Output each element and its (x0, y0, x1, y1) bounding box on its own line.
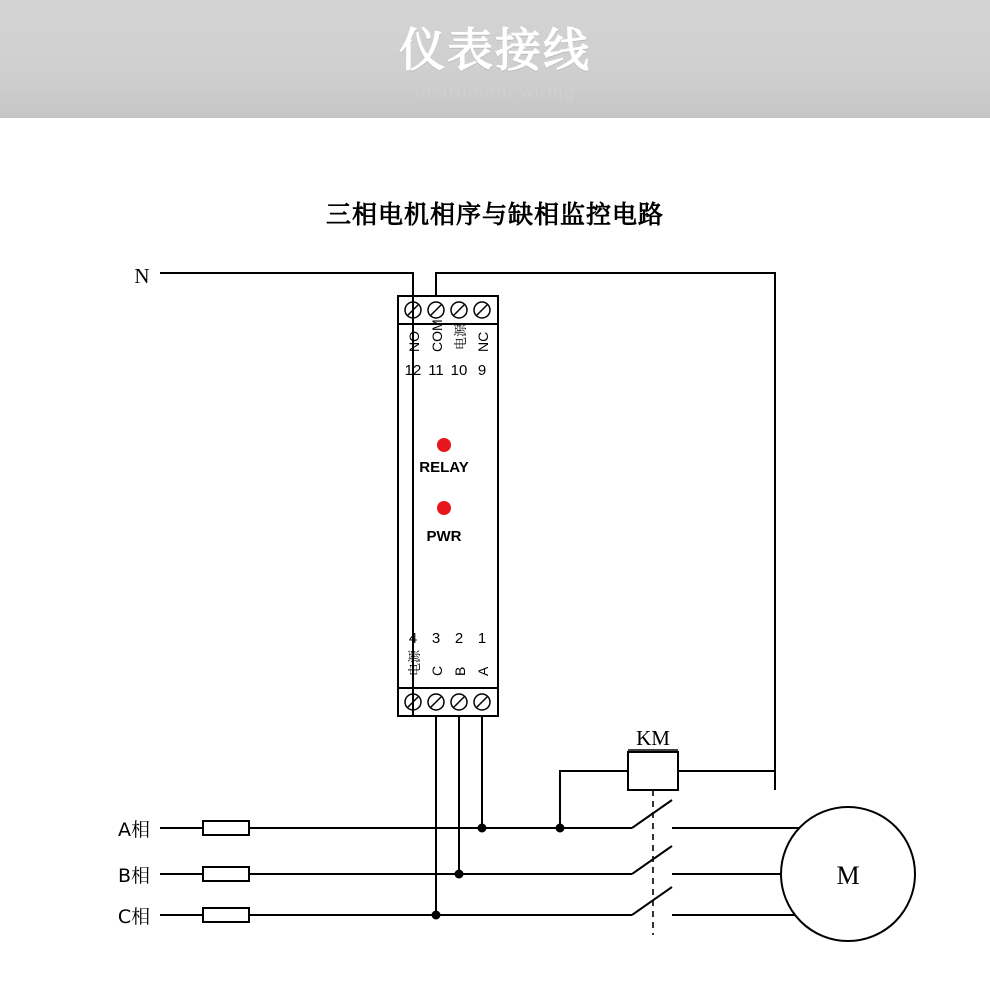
power-led-icon (437, 501, 451, 515)
terminal-label-11: COM (429, 319, 445, 352)
phase-a-label: A相 (118, 819, 150, 841)
terminal-label-4: 电源 (408, 649, 423, 676)
terminal-number-10: 10 (450, 362, 468, 379)
contactor-label: KM (636, 726, 670, 750)
relay-led-icon (437, 438, 451, 452)
terminal-number-3: 3 (431, 630, 441, 647)
neutral-label: N (134, 264, 150, 288)
motor-label: M (836, 861, 860, 890)
terminal-label-12: NO (406, 331, 422, 352)
banner-subtitle: Instrument wiring (414, 82, 576, 103)
phase-a-fuse (203, 821, 249, 835)
junction-dot-phase-b (455, 870, 464, 879)
phase-c-fuse (203, 908, 249, 922)
terminal-label-3: C (429, 665, 445, 676)
relay-led-label: RELAY (419, 459, 469, 476)
terminal-number-1: 1 (477, 630, 487, 647)
contact-pole-c (632, 887, 672, 915)
terminal-number-11: 11 (428, 362, 444, 379)
junction-dot-phase-a (478, 824, 487, 833)
terminal-label-10: 电源 (454, 323, 469, 350)
phase-c-label: C相 (117, 906, 151, 928)
junction-dot-phase-c (432, 911, 441, 920)
banner-title: 仪表接线 (399, 23, 591, 77)
junction-dot-contactor-coil (556, 824, 565, 833)
terminal-number-12: 12 (404, 362, 422, 379)
contactor-coil (628, 752, 678, 790)
contact-pole-a (632, 800, 672, 828)
terminal-number-2: 2 (454, 630, 464, 647)
terminal-number-4: 4 (408, 630, 418, 647)
contactor-coil-left-lead (560, 771, 628, 828)
terminal-number-9: 9 (477, 362, 487, 379)
terminal-label-1: A (475, 666, 491, 676)
terminal-label-9: NC (475, 331, 491, 352)
diagram-title: 三相电机相序与缺相监控电路 (325, 200, 664, 229)
neutral-wire-to-terminal-12 (160, 273, 413, 296)
power-led-label: PWR (426, 528, 462, 545)
contact-pole-b (632, 846, 672, 874)
terminal-label-2: B (452, 666, 468, 676)
phase-b-label: B相 (117, 865, 151, 887)
phase-b-fuse (203, 867, 249, 881)
